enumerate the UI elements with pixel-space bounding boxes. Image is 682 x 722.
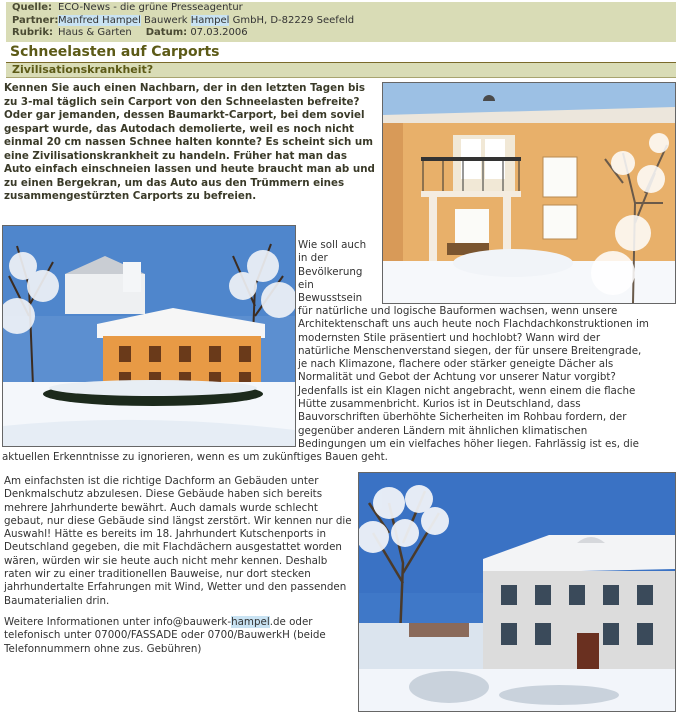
float-line: Bevölkerung: [298, 265, 363, 278]
float-line: Wie soll auch: [298, 239, 367, 251]
contact-text-rest: .de oder telefonisch unter 07000/FASSADE oder 0700/BauwerkH (beide Telefonnummern ohne zus. Gebühren): [4, 616, 326, 655]
source-label: Quelle:: [12, 2, 53, 13]
date-label: Datum:: [145, 27, 188, 38]
category-row: [6, 27, 676, 40]
body-line: je nach Klimazone, flachere oder stärker geneigte Dächer als: [298, 358, 614, 371]
body-line: Bedingungen um ein vielfaches höher liegen. Fahrlässig ist es, die: [298, 437, 639, 450]
partner-row: [6, 15, 676, 28]
article-title: Schneelasten auf Carports: [10, 44, 220, 60]
body-line: Bauvorschriften überhöhte Sicherheiten im Rohbau fordern, der: [298, 411, 627, 424]
category-value: Haus & Garten: [58, 27, 132, 38]
partner-mid: Bauwerk: [140, 14, 191, 26]
contact-paragraph: [4, 616, 352, 656]
body-line: natürliche Menschenverstand siegen, der für unsere Breitengrade,: [298, 344, 642, 357]
date-value: 07.03.2006: [190, 27, 248, 38]
float-line: ein: [298, 278, 314, 291]
body-line: Normalität und Gebot der Achtung vor unserer Natur vorgibt?: [298, 371, 616, 384]
body-line: modernsten Stile präsentiert und hochlobt? Wann wird der: [298, 331, 601, 344]
body-line: Hütte zusammenbricht. Kurios ist in Deutschland, dass: [298, 398, 581, 411]
photo-yellow-villa: [382, 82, 676, 304]
photo-historic-building: [358, 472, 676, 712]
float-line: Bewusstsein: [298, 292, 363, 305]
subtitle-bar: [6, 63, 676, 78]
source-row: [6, 2, 676, 15]
paragraph-2-float: [298, 239, 374, 305]
article-subtitle: Zivilisationskrankheit?: [12, 63, 154, 76]
body-line: Architektenschaft uns auch heute noch Flachdachkonstruktionen im: [298, 318, 649, 331]
paragraph-2-body: [2, 305, 678, 465]
partner-rest: GmbH, D-82229 Seefeld: [229, 14, 355, 26]
source-value: ECO-News - die grüne Presseagentur: [58, 2, 243, 13]
contact-text: Weitere Informationen unter info@bauwerk-: [4, 616, 232, 628]
body-line: aktuellen Erkenntnisse zu ignorieren, wenn es um zukünftiges Bauen geht.: [2, 451, 388, 464]
contact-highlight: hampel: [231, 616, 270, 628]
category-label: Rubrik:: [12, 27, 53, 38]
lead-paragraph: Kennen Sie auch einen Nachbarn, der in den letzten Tagen bis zu 3-mal täglich sein Carport von den Schneelasten befreite? Oder gar jemanden, dessen Baumarkt-Carport, bei dem soviel gespart wurde, das Autodach demolierte, weil es noch nicht einmal 20 cm nassen Schnee halten konnte? Es scheint sich um eine Zivilisationskrankheit zu handeln. Früher hat man das Auto einfach einschneien lassen und heute braucht man ab und zu einen Bergekran, um das Auto aus den Trümmern eines zusammengestürzten Carports zu befreien.: [4, 82, 375, 202]
partner-company-highlight: Hampel: [190, 14, 230, 26]
float-line: in der: [298, 252, 328, 265]
paragraph-3: Am einfachsten ist die richtige Dachform an Gebäuden unter Denkmalschutz abzulesen. Diese Gebäude haben sich bereits mehrere Jahrhunderte bewährt. Auch damals wurde schlecht gebaut, nur diese Gebäude sind längst zerstört. Wir kennen nur die Auswahl! Hätte es bereits im 18. Jahrhundert Kutschenports in Deutschland gegeben, die mit Flachdächern ausgestattet worden wären, würden wir sie heute auch nicht mehr kennen. Deshalb raten wir zu einer traditionellen Bauweise, nur dort stecken jahrhundertalte Erfahrungen mit Wind, Wetter und den passenden Baumaterialien drin.: [4, 475, 352, 607]
body-line: für natürliche und logische Bauformen wachsen, wenn unsere: [298, 305, 618, 317]
partner-name-highlight: Manfred Hampel: [58, 14, 141, 26]
partner-label: Partner:: [12, 14, 59, 26]
article-meta-box: [6, 2, 676, 42]
title-bar: [6, 42, 676, 64]
body-line: Jedenfalls ist ein Klagen nicht angebracht, wenn einem die flache: [298, 384, 636, 397]
body-line: gegenüber anderen Ländern mit ähnlichen klimatischen: [298, 424, 588, 437]
